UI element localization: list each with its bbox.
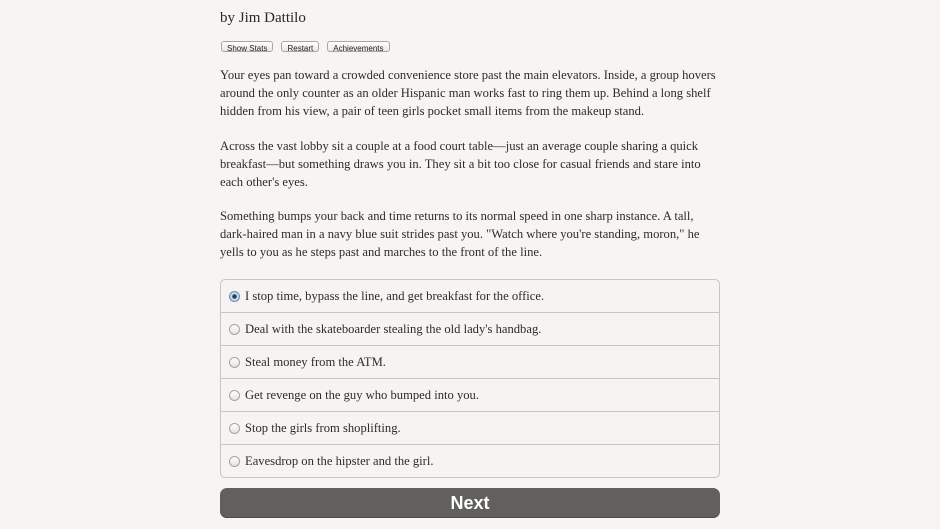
radio-unselected-icon[interactable]: [229, 423, 240, 434]
radio-unselected-icon[interactable]: [229, 390, 240, 401]
radio-selected-icon[interactable]: [229, 291, 240, 302]
choice-label: Eavesdrop on the hipster and the girl.: [245, 453, 434, 468]
toolbar: [221, 41, 390, 52]
choice-label: Deal with the skateboarder stealing the old lady's handbag.: [245, 321, 542, 336]
author-byline: by Jim Dattilo: [220, 10, 306, 26]
show-stats-button[interactable]: Show Stats: [221, 41, 273, 52]
choice-label: Steal money from the ATM.: [245, 354, 386, 369]
radio-unselected-icon[interactable]: [229, 357, 240, 368]
choice-option[interactable]: [221, 313, 719, 346]
choice-label: Get revenge on the guy who bumped into you.: [245, 387, 479, 402]
restart-button[interactable]: Restart: [281, 41, 319, 52]
choice-option[interactable]: [221, 379, 719, 412]
choice-option[interactable]: [221, 346, 719, 379]
radio-unselected-icon[interactable]: [229, 324, 240, 335]
choice-list: [220, 279, 720, 478]
choice-option[interactable]: [221, 445, 719, 477]
choice-label: I stop time, bypass the line, and get breakfast for the office.: [245, 288, 545, 303]
choice-option[interactable]: [221, 280, 719, 313]
radio-unselected-icon[interactable]: [229, 456, 240, 467]
story-paragraph: Across the vast lobby sit a couple at a food court table—just an average couple sharing a quick breakfast—but something draws you in. They sit a bit too close for casual friends and stare into each other's eyes.: [220, 139, 701, 189]
story-paragraph: Something bumps your back and time returns to its normal speed in one sharp instance. A tall, dark-haired man in a navy blue suit strides past you. "Watch where you're standing, moron," he yells to you as he steps past and marches to the front of the line.: [220, 209, 700, 259]
choice-label: Stop the girls from shoplifting.: [245, 420, 401, 435]
achievements-button[interactable]: Achievements: [327, 41, 389, 52]
choice-option[interactable]: [221, 412, 719, 445]
next-button[interactable]: Next: [220, 488, 720, 518]
story-paragraph: Your eyes pan toward a crowded convenience store past the main elevators. Inside, a group hovers around the only counter as an older Hispanic man works fast to ring them up. Behind a long shelf hidden from his view, a pair of teen girls pocket small items from the makeup stand.: [220, 68, 716, 118]
